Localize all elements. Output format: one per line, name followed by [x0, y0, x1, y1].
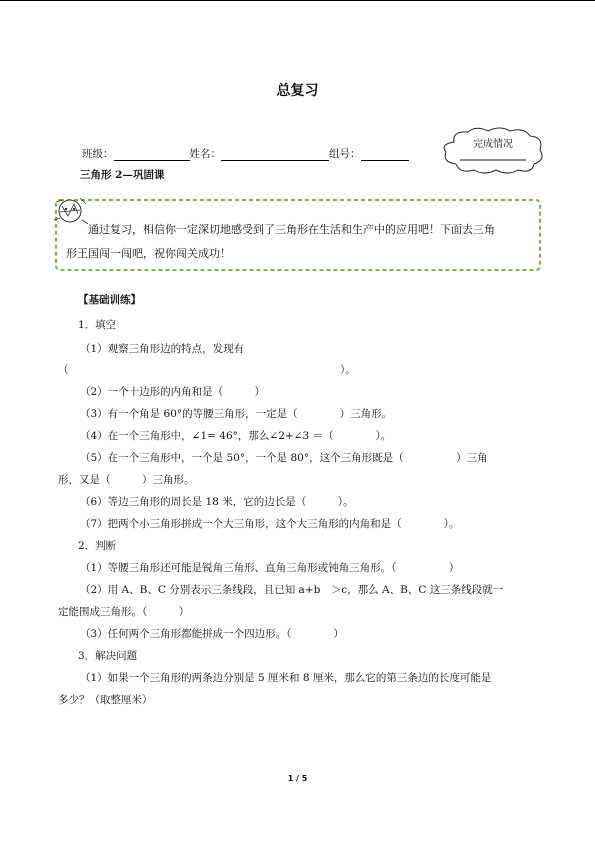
intro-text: [66, 218, 536, 266]
page-number: 1 / 5: [287, 774, 308, 783]
student-info-row: [82, 146, 409, 161]
section-basic-training: 【基础训练】: [78, 294, 141, 306]
q1-item-5: （5）在一个三角形中，一个是 50°，一个是 80°，这个三角形既是（ ）三角: [80, 452, 488, 464]
cloud-icon: [440, 126, 546, 176]
q3-heading: 3．解决问题: [78, 650, 138, 662]
q3-item-1-cont: 多少？（取整厘米）: [58, 694, 153, 706]
q1-item-4: （4）在一个三角形中，∠1= 46°，那么∠2+∠3 ＝（ ）。: [80, 430, 392, 442]
q1-item-1-blank-open: （: [58, 364, 69, 376]
q1-item-7: （7）把两个小三角形拼成一个大三角形，这个大三角形的内角和是（ ）。: [80, 518, 460, 530]
class-field[interactable]: [114, 149, 190, 161]
q1-item-2: （2）一个十边形的内角和是（ ）: [80, 386, 266, 398]
page-title: 总复习: [276, 83, 319, 99]
group-field[interactable]: [361, 149, 409, 161]
top-rule: [0, 0, 595, 1]
q1-item-1-blank-close: ）。: [340, 364, 356, 376]
q1-item-3: （3）有一个角是 60°的等腰三角形，一定是（ ）三角形。: [80, 408, 393, 420]
intro-line-1: 通过复习，相信你一定深切地感受到了三角形在生活和生产中的应用吧！下面去三角: [88, 223, 495, 236]
completion-label: 完成情况: [473, 139, 513, 150]
q1-item-6: （6）等边三角形的周长是 18 米，它的边长是（ ）。: [80, 496, 354, 508]
q1-item-5-cont: 形，又是（ ）三角形。: [58, 474, 195, 486]
q2-item-2: （2）用 A、B、C 分别表示三条线段，且已知 a+b ＞c，那么 A、B、C 这三条线段就一: [80, 584, 504, 596]
lesson-title: 三角形 2—巩固课: [80, 169, 165, 181]
name-label: 姓名：: [189, 148, 221, 160]
name-field[interactable]: [221, 149, 329, 161]
completion-cloud: [440, 126, 546, 176]
q2-item-2-cont: 定能围成三角形。（ ）: [58, 606, 190, 618]
class-label: 班级：: [82, 148, 114, 160]
q2-item-3: （3）任何两个三角形都能拼成一个四边形。（ ）: [80, 628, 344, 640]
q3-item-1: （1）如果一个三角形的两条边分别是 5 厘米和 8 厘米，那么它的第三条边的长度可能是: [80, 672, 492, 684]
q2-heading: 2．判断: [78, 540, 117, 552]
q1-heading: 1．填空: [78, 319, 117, 331]
intro-line-2: 形王国闯一闯吧，祝你闯关成功！: [66, 247, 231, 260]
group-label: 组号：: [329, 148, 361, 160]
q2-item-1: （1）等腰三角形还可能是锐角三角形、直角三角形或钝角三角形。（ ）: [80, 562, 460, 574]
q1-item-1: （1）观察三角形边的特点，发现有: [80, 343, 245, 355]
